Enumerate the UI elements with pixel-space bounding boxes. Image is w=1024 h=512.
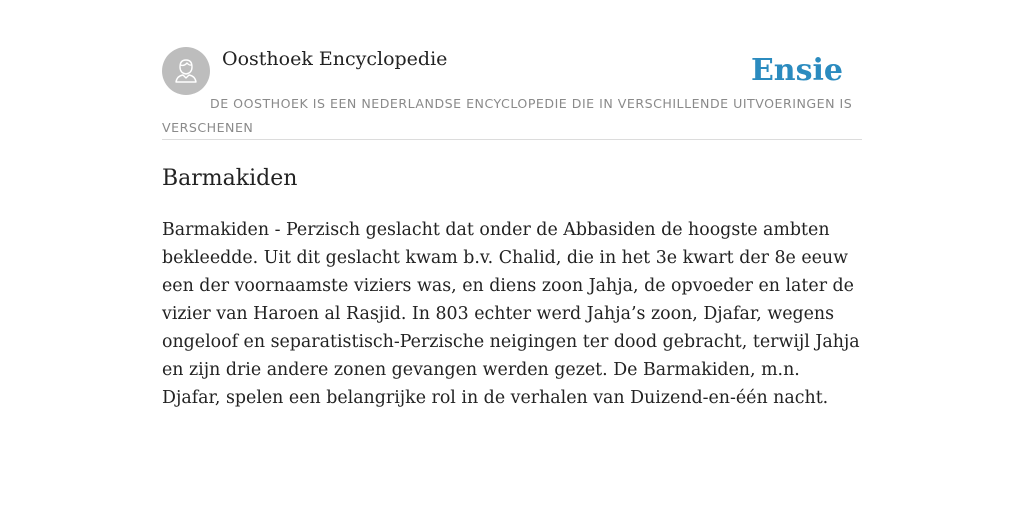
source-avatar[interactable]	[162, 47, 210, 95]
source-header	[162, 47, 862, 140]
source-description: DE OOSTHOEK IS EEN NEDERLANDSE ENCYCLOPEDIE DIE IN VERSCHILLENDE UITVOERINGEN IS VERSCHENEN	[162, 96, 853, 135]
article-body: Barmakiden - Perzisch geslacht dat onder de Abbasiden de hoogste ambten bekleedde. Uit dit geslacht kwam b.v. Chalid, die in het 3e kwart der 8e eeuw een der voornaamste viziers was, en diens zoon Jahja, de opvoeder en later de vizier van Haroen al Rasjid. In 803 echter werd Jahja’s zoon, Djafar, wegens ongeloof en separatistisch-Perzische neigingen ter dood gebracht, terwijl Jahja en zijn drie andere zonen gevangen werden gezet. De Barmakiden, m.n. Djafar, spelen een belangrijke rol in de verhalen van Duizend-en-één nacht.	[162, 220, 860, 408]
ensie-logo[interactable]: Ensie	[750, 53, 843, 88]
source-title[interactable]: Oosthoek Encyclopedie	[222, 48, 448, 70]
page-container	[162, 47, 862, 140]
user-icon	[162, 47, 210, 95]
article-title: Barmakiden	[162, 166, 298, 191]
